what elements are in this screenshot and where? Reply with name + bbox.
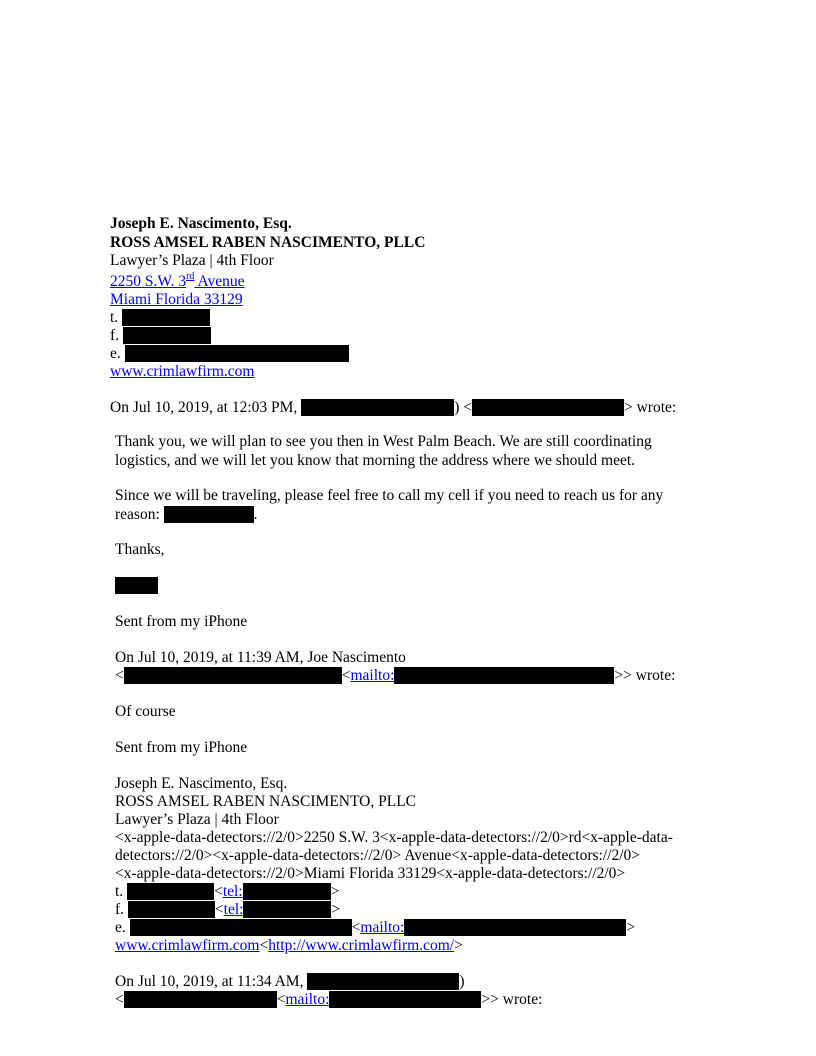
redaction-block [243,901,331,918]
firm-name: ROSS AMSEL RABEN NASCIMENTO, PLLC [110,234,426,251]
header-lt: < [115,667,124,684]
gt: > [626,919,636,936]
phone-prefix: t. [110,309,119,326]
email-prefix: e. [110,345,121,362]
mailto-link[interactable]: mailto: [350,667,395,684]
email-line [110,345,349,363]
sent-from-line: Sent from my iPhone [115,613,248,630]
redaction-block [123,327,211,344]
lt: < [214,901,224,918]
redaction-block [115,577,158,594]
phone-prefix: t. [115,883,124,900]
redaction-block [125,345,349,362]
header-suffix: >> wrote: [614,667,676,684]
header-lt: < [463,399,472,416]
street-suffix[interactable]: Avenue [194,273,245,290]
fax-prefix: f. [115,901,125,918]
website-url-link[interactable]: http://www.crimlawfirm.com/ [268,937,455,954]
redaction-block [164,506,254,523]
redaction-block [301,399,454,416]
fax-line [115,901,340,919]
message-line: Since we will be traveling, please feel free to call my cell if you need to reach us for any [115,487,664,504]
gt: > [454,937,463,954]
header-lt: < [341,667,351,684]
header-lt: < [276,991,286,1008]
lt: < [259,937,269,954]
header-lt: < [115,991,124,1008]
redaction-block [130,919,352,936]
email-prefix: e. [115,919,126,936]
mailto-link[interactable]: mailto: [360,919,405,936]
redaction-block [124,991,277,1008]
message-line: Of course [115,703,176,720]
redaction-block [329,991,481,1008]
reply-header-addr [115,991,542,1009]
reply-header [110,399,676,417]
building-line: Lawyer’s Plaza | 4th Floor [115,811,279,828]
reason-prefix: reason: [115,506,160,523]
message-line: Thank you, we will plan to see you then in West Palm Beach. We are still coordinating [115,433,652,450]
redaction-block [127,883,214,900]
street-ordinal[interactable]: rd [186,270,195,282]
gt: > [330,883,340,900]
reply-header [115,973,465,991]
firm-name: ROSS AMSEL RABEN NASCIMENTO, PLLC [115,793,417,810]
redaction-block [394,667,614,684]
fax-line [110,327,211,345]
mailto-link[interactable]: mailto: [285,991,330,1008]
redaction-block [243,883,331,900]
gt: > [331,901,341,918]
sender-name: Joseph E. Nascimento, Esq. [110,215,292,232]
tel-link[interactable]: tel: [222,883,243,900]
fax-prefix: f. [110,327,120,344]
address-line: <x-apple-data-detectors://2/0>2250 S.W. 3<x-apple-data-detectors://2/0>rd<x-apple-data- [115,829,673,846]
reason-suffix: . [253,506,258,523]
website-link[interactable]: www.crimlawfirm.com [115,937,260,954]
redaction-block [124,667,342,684]
street-address-link[interactable] [110,270,245,291]
lt: < [351,919,361,936]
address-line: <x-apple-data-detectors://2/0>Miami Florida 33129<x-apple-data-detectors://2/0> [115,865,626,882]
redaction-block [122,309,210,326]
redaction-block [307,973,459,990]
header-paren: ) [459,973,465,990]
lt: < [214,883,223,900]
header-suffix: >> wrote: [481,991,543,1008]
message-line [115,506,258,524]
header-suffix: > wrote: [623,399,677,416]
redaction-block [128,901,215,918]
tel-link[interactable]: tel: [223,901,244,918]
website-line [115,937,463,955]
website-link[interactable]: www.crimlawfirm.com [110,363,255,380]
header-paren: ) [454,399,460,416]
reply-header-addr [115,667,675,685]
building-line: Lawyer’s Plaza | 4th Floor [110,252,274,269]
city-link[interactable]: Miami Florida 33129 [110,291,243,308]
phone-line [115,883,339,901]
message-line: logistics, and we will let you know that morning the address where we should meet. [115,452,636,469]
email-line [115,919,635,937]
thanks-line: Thanks, [115,541,165,558]
street-text[interactable]: 2250 S.W. 3 [110,273,187,290]
sender-name: Joseph E. Nascimento, Esq. [115,775,288,792]
reply-header: On Jul 10, 2019, at 11:39 AM, Joe Nascimento [115,649,406,666]
address-line: detectors://2/0><x-apple-data-detectors://2/0> Avenue<x-apple-data-detectors://2/0> [115,847,641,864]
header-date: On Jul 10, 2019, at 11:34 AM, [115,973,304,990]
redaction-block [472,399,624,416]
signature-redacted [115,577,158,595]
header-date: On Jul 10, 2019, at 12:03 PM, [110,399,298,416]
redaction-block [404,919,626,936]
sent-from-line: Sent from my iPhone [115,739,248,756]
phone-line [110,309,210,327]
